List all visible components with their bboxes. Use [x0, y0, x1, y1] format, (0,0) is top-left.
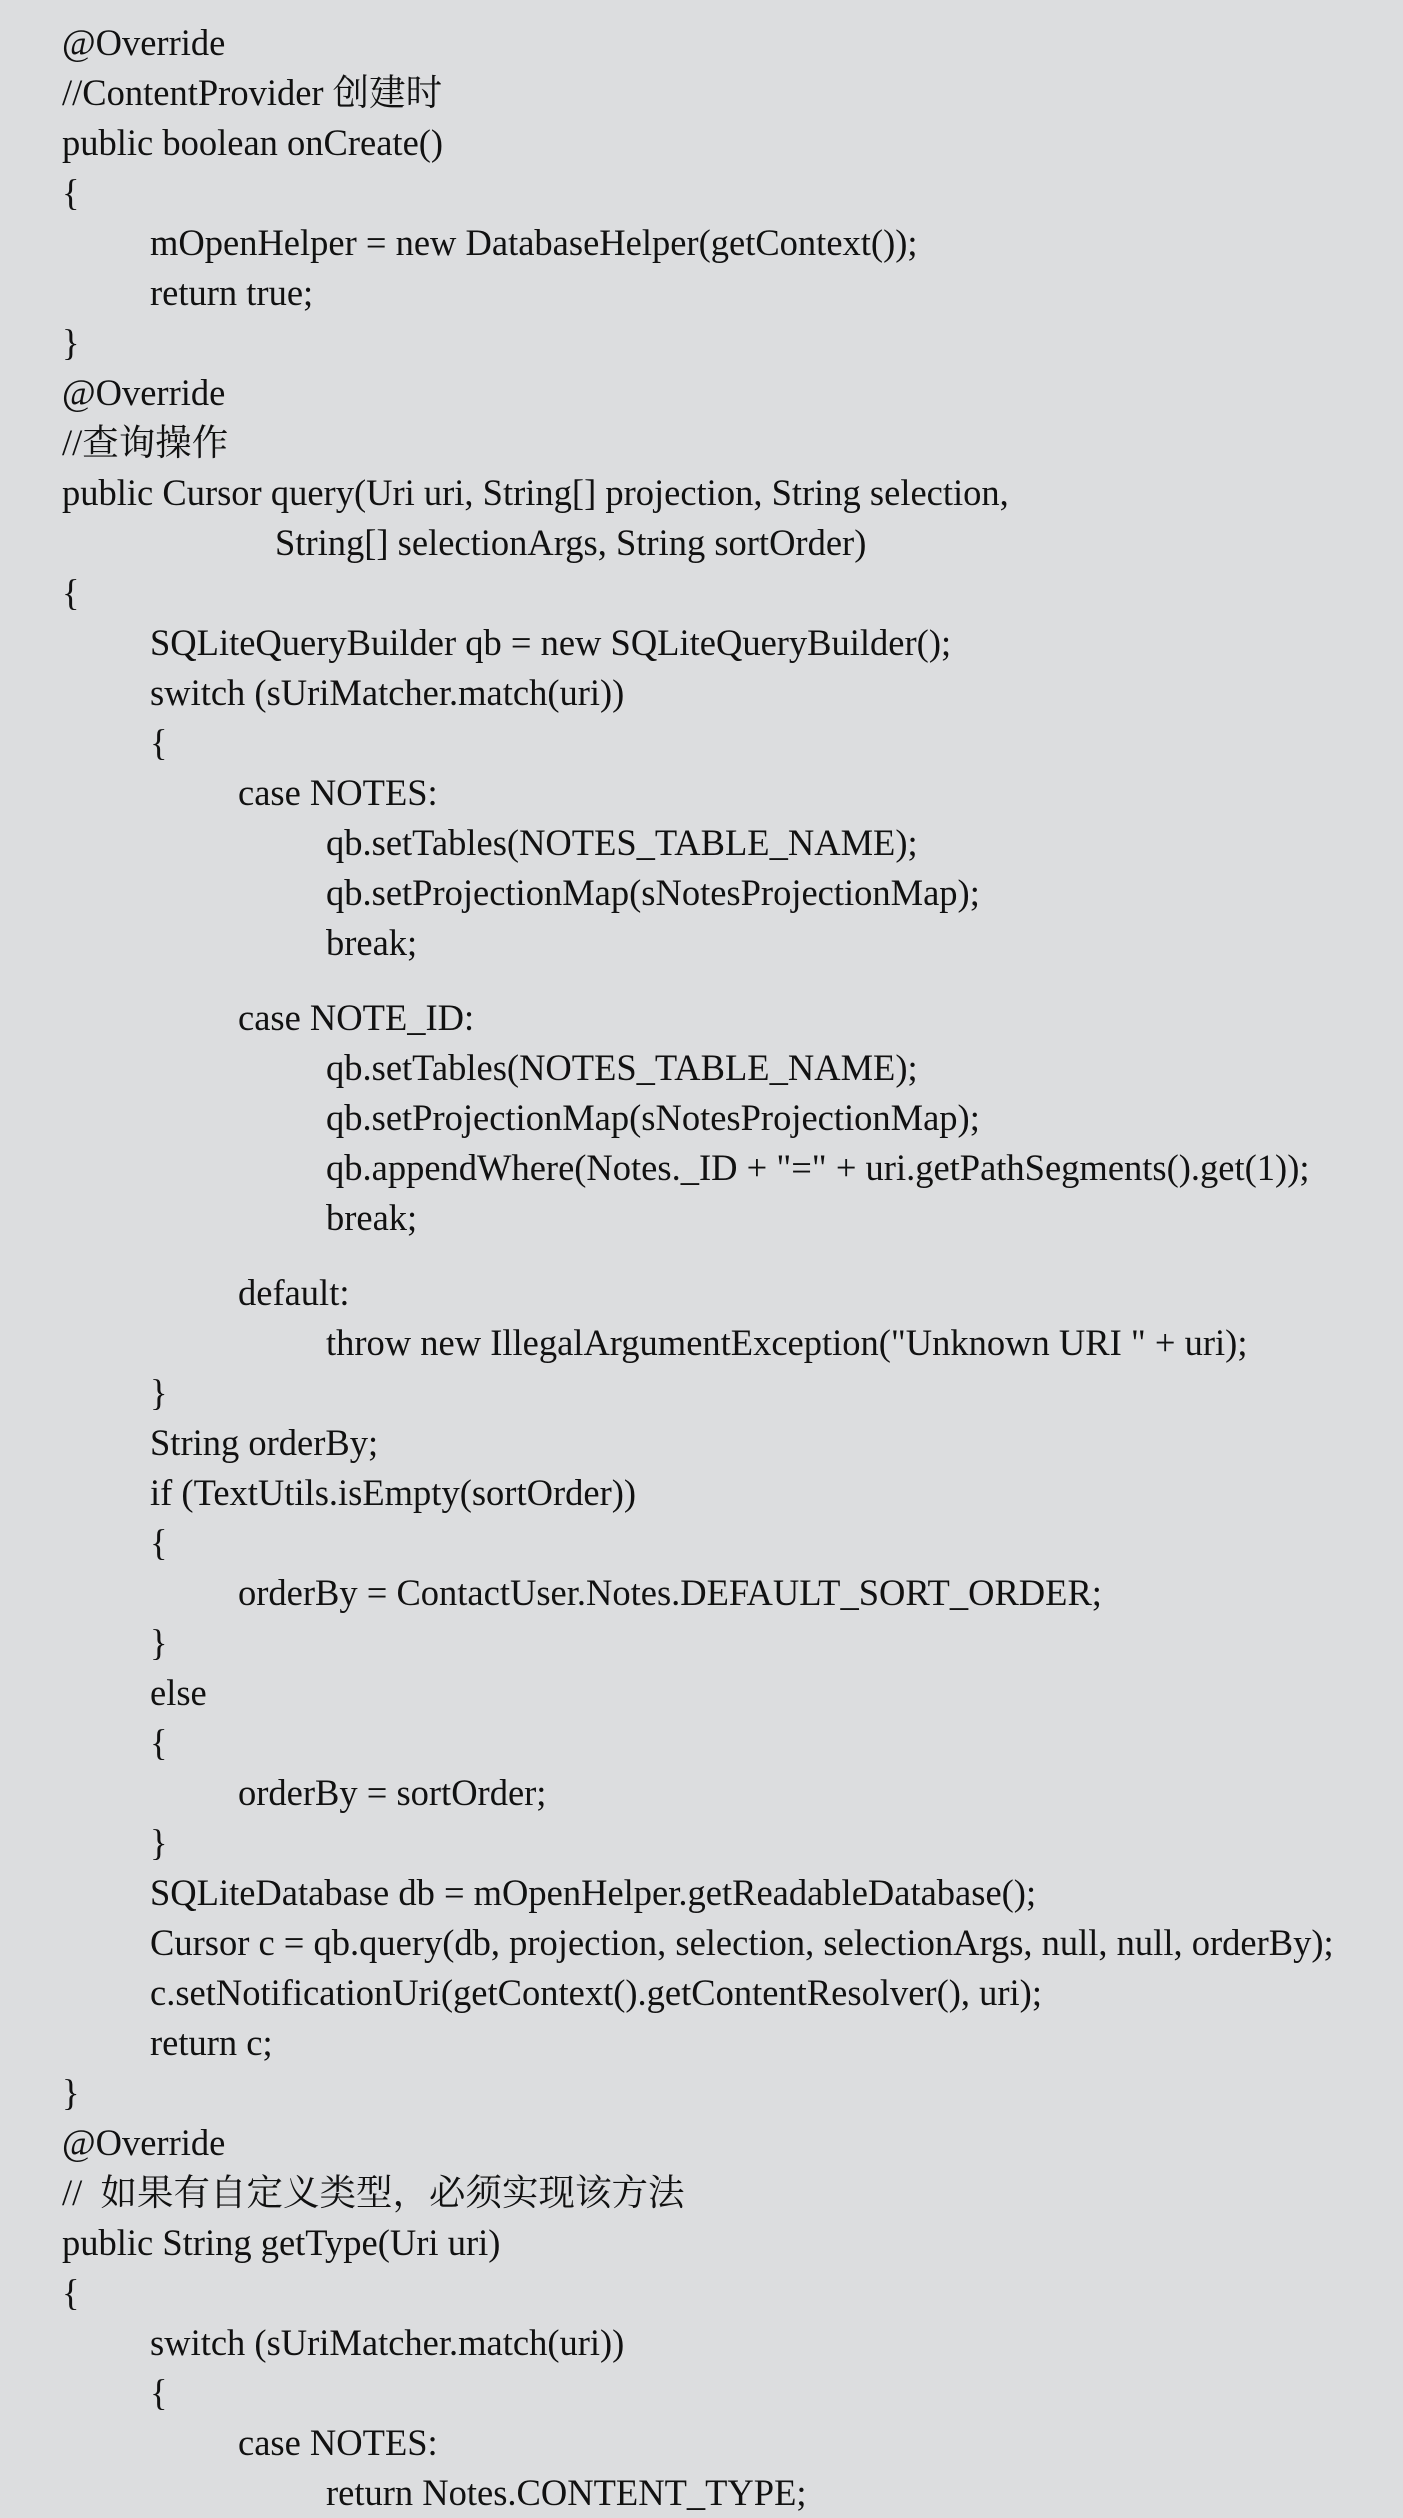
code-line-text: qb.setProjectionMap(sNotesProjectionMap);: [326, 1097, 980, 1138]
code-line: [0, 18, 1403, 68]
code-line: [0, 2268, 1403, 2318]
code-line: [0, 1143, 1403, 1193]
code-line: [0, 2318, 1403, 2368]
code-block: [0, 18, 1403, 2518]
code-line-text: }: [150, 1622, 168, 1663]
code-line: [0, 1868, 1403, 1918]
code-line: [0, 2218, 1403, 2268]
code-line-text: return c;: [150, 2022, 273, 2063]
code-line: [0, 2168, 1403, 2218]
code-line-text: orderBy = ContactUser.Notes.DEFAULT_SORT_ORDER;: [238, 1572, 1102, 1613]
code-line-text: case NOTES:: [238, 2422, 438, 2463]
code-line-text: {: [150, 722, 168, 763]
code-line: [0, 1418, 1403, 1468]
code-line-text: }: [62, 322, 80, 363]
code-line-text: String[] selectionArgs, String sortOrder): [275, 522, 867, 563]
code-line-text: public String getType(Uri uri): [62, 2222, 501, 2263]
code-line: [0, 768, 1403, 818]
code-line: [0, 318, 1403, 368]
code-line-text: public boolean onCreate(): [62, 122, 444, 163]
code-line-text: SQLiteQueryBuilder qb = new SQLiteQueryBuilder();: [150, 622, 952, 663]
code-line: [0, 2118, 1403, 2168]
code-line-text: {: [62, 2272, 80, 2313]
code-line: [0, 1618, 1403, 1668]
code-line-text: case NOTES:: [238, 772, 438, 813]
code-line-text: throw new IllegalArgumentException("Unknown URI " + uri);: [326, 1322, 1248, 1363]
code-line: [0, 1918, 1403, 1968]
code-line-text: public Cursor query(Uri uri, String[] projection, String selection,: [62, 472, 1009, 513]
code-line: [0, 268, 1403, 318]
code-line: [0, 1568, 1403, 1618]
code-line: [0, 618, 1403, 668]
code-line-text: }: [62, 2072, 80, 2113]
code-line: [0, 2068, 1403, 2118]
code-line: [0, 168, 1403, 218]
code-line: [0, 1718, 1403, 1768]
code-line: [0, 68, 1403, 118]
code-line-text: SQLiteDatabase db = mOpenHelper.getReadableDatabase();: [150, 1872, 1037, 1913]
code-line: [0, 118, 1403, 168]
code-line-text: switch (sUriMatcher.match(uri)): [150, 672, 625, 713]
code-line-text: @Override: [62, 372, 226, 413]
code-line: [0, 418, 1403, 468]
code-line-text: {: [150, 1722, 168, 1763]
code-line: [0, 518, 1403, 568]
code-line-text: String orderBy;: [150, 1422, 379, 1463]
code-line-text: default:: [238, 1272, 350, 1313]
code-line-text: qb.appendWhere(Notes._ID + "=" + uri.getPathSegments().get(1));: [326, 1147, 1310, 1188]
code-line-text: c.setNotificationUri(getContext().getContentResolver(), uri);: [150, 1972, 1042, 2013]
code-line-text: return true;: [150, 272, 314, 313]
code-line-text: @Override: [62, 2122, 226, 2163]
code-line: [0, 2418, 1403, 2468]
code-line-text: {: [62, 172, 80, 213]
code-line-text: //查询操作: [62, 422, 229, 463]
code-line-text: //ContentProvider 创建时: [62, 72, 443, 113]
code-line-text: Cursor c = qb.query(db, projection, selection, selectionArgs, null, null, orderBy);: [150, 1922, 1334, 1963]
code-line-text: orderBy = sortOrder;: [238, 1772, 547, 1813]
code-line-text: }: [150, 1372, 168, 1413]
code-line-text: {: [150, 1522, 168, 1563]
code-line-text: {: [150, 2372, 168, 2413]
code-line-text: else: [150, 1672, 207, 1713]
code-line: [0, 1243, 1403, 1318]
code-line: [0, 2018, 1403, 2068]
code-line: [0, 2368, 1403, 2418]
code-line: [0, 1043, 1403, 1093]
code-line-text: switch (sUriMatcher.match(uri)): [150, 2322, 625, 2363]
code-line-text: if (TextUtils.isEmpty(sortOrder)): [150, 1472, 637, 1513]
code-line: [0, 1318, 1403, 1368]
code-line-text: mOpenHelper = new DatabaseHelper(getContext());: [150, 222, 918, 263]
code-line-text: case NOTE_ID:: [238, 997, 475, 1038]
code-line: [0, 1093, 1403, 1143]
code-line: [0, 1968, 1403, 2018]
code-line-text: qb.setTables(NOTES_TABLE_NAME);: [326, 1047, 918, 1088]
code-line-text: qb.setProjectionMap(sNotesProjectionMap);: [326, 872, 980, 913]
code-line-text: }: [150, 1822, 168, 1863]
code-line: [0, 668, 1403, 718]
code-line: [0, 868, 1403, 918]
code-line-text: return Notes.CONTENT_TYPE;: [326, 2472, 807, 2513]
code-line: [0, 1818, 1403, 1868]
code-line: [0, 368, 1403, 418]
code-line: [0, 218, 1403, 268]
code-line: [0, 918, 1403, 968]
code-line: [0, 1193, 1403, 1243]
code-line-text: {: [62, 572, 80, 613]
code-line-text: break;: [326, 922, 418, 963]
code-line-text: // 如果有自定义类型，必须实现该方法: [62, 2172, 685, 2213]
code-line: [0, 1668, 1403, 1718]
code-line: [0, 968, 1403, 1043]
code-line: [0, 568, 1403, 618]
code-line: [0, 1468, 1403, 1518]
code-line-text: qb.setTables(NOTES_TABLE_NAME);: [326, 822, 918, 863]
code-line: [0, 1768, 1403, 1818]
code-line: [0, 718, 1403, 768]
code-line: [0, 818, 1403, 868]
code-line-text: break;: [326, 1197, 418, 1238]
code-line: [0, 468, 1403, 518]
code-line: [0, 1368, 1403, 1418]
code-line: [0, 1518, 1403, 1568]
code-line-text: @Override: [62, 22, 226, 63]
code-line: [0, 2468, 1403, 2518]
